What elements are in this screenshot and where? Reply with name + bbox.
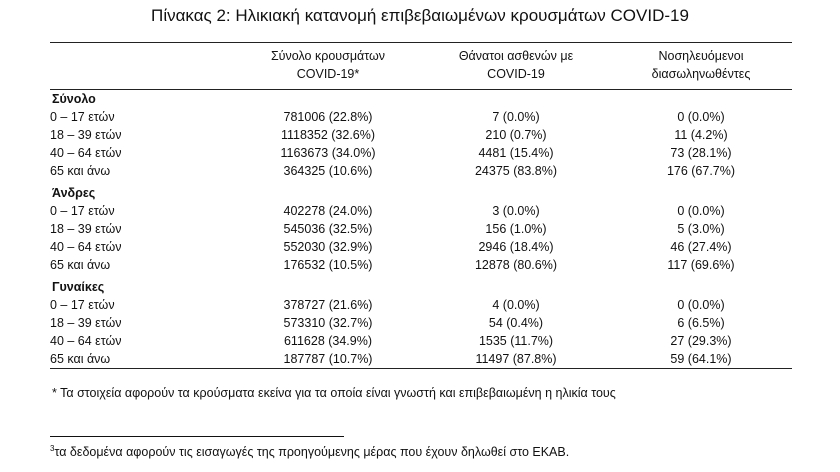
cases-cell: 187787 (10.7%) xyxy=(234,350,422,369)
header-deaths: Θάνατοι ασθενών με COVID-19 xyxy=(422,43,610,90)
table-title: Πίνακας 2: Ηλικιακή κατανομή επιβεβαιωμένων κρουσμάτων COVID-19 xyxy=(151,6,689,25)
age-cell: 65 και άνω xyxy=(50,164,111,178)
table-row xyxy=(50,314,792,332)
intubated-cell: 0 (0.0%) xyxy=(677,204,725,218)
table-row xyxy=(50,126,792,144)
deaths-cell: 4 (0.0%) xyxy=(492,298,540,312)
age-cell: 18 – 39 ετών xyxy=(50,128,122,142)
age-cell: 65 και άνω xyxy=(50,350,234,369)
group-row-men xyxy=(50,180,792,202)
age-cell: 0 – 17 ετών xyxy=(50,110,115,124)
group-row-women xyxy=(50,274,792,296)
deaths-cell: 7 (0.0%) xyxy=(492,110,540,124)
deaths-cell: 4481 (15.4%) xyxy=(478,146,554,160)
age-cell: 18 – 39 ετών xyxy=(50,222,122,236)
intubated-cell: 117 (69.6%) xyxy=(667,258,735,272)
deaths-cell: 2946 (18.4%) xyxy=(478,240,554,254)
group-label: Άνδρες xyxy=(52,186,96,200)
age-distribution-table xyxy=(50,42,792,369)
cases-cell: 781006 (22.8%) xyxy=(283,110,373,124)
deaths-cell: 12878 (80.6%) xyxy=(474,258,557,272)
cases-cell: 1163673 (34.0%) xyxy=(280,146,376,160)
cases-cell: 176532 (10.5%) xyxy=(283,258,373,272)
intubated-cell: 176 (67.7%) xyxy=(666,164,736,178)
deaths-cell: 156 (1.0%) xyxy=(485,222,547,236)
table-note: * Τα στοιχεία αφορούν τα κρούσματα εκείνα για τα οποία είναι γνωστή και επιβεβαιωμένη η ηλικία τους xyxy=(52,386,616,400)
age-cell: 65 και άνω xyxy=(50,258,111,272)
group-label: Γυναίκες xyxy=(52,280,105,294)
table-row xyxy=(50,296,792,314)
footnote-divider xyxy=(50,436,344,437)
cases-cell: 378727 (21.6%) xyxy=(283,298,373,312)
table-row xyxy=(50,162,792,180)
cases-cell: 364325 (10.6%) xyxy=(283,164,373,178)
table-row xyxy=(50,350,792,369)
intubated-cell: 5 (3.0%) xyxy=(677,222,725,236)
footnote-text: τα δεδομένα αφορούν τις εισαγωγές της προηγούμενης μέρας που έχουν δηλωθεί στο ΕΚΑΒ. xyxy=(54,445,570,459)
age-cell: 40 – 64 ετών xyxy=(50,334,122,348)
age-cell: 0 – 17 ετών xyxy=(50,204,115,218)
table-row xyxy=(50,256,792,274)
table-row xyxy=(50,238,792,256)
deaths-cell: 210 (0.7%) xyxy=(485,128,547,142)
cases-cell: 552030 (32.9%) xyxy=(283,240,373,254)
table-row xyxy=(50,202,792,220)
cases-cell: 402278 (24.0%) xyxy=(283,204,373,218)
deaths-cell: 54 (0.4%) xyxy=(488,316,544,330)
age-cell: 40 – 64 ετών xyxy=(50,240,122,254)
deaths-cell: 11497 (87.8%) xyxy=(422,350,610,369)
intubated-cell: 59 (64.1%) xyxy=(610,350,792,369)
group-row-total xyxy=(50,90,792,109)
cases-cell: 545036 (32.5%) xyxy=(283,222,373,236)
intubated-cell: 46 (27.4%) xyxy=(670,240,732,254)
footnote-marker: 3 xyxy=(50,444,55,453)
intubated-cell: 0 (0.0%) xyxy=(677,110,725,124)
age-cell: 18 – 39 ετών xyxy=(50,316,122,330)
age-cell: 0 – 17 ετών xyxy=(50,298,115,312)
table-row xyxy=(50,332,792,350)
intubated-cell: 11 (4.2%) xyxy=(674,128,728,142)
cases-cell: 1118352 (32.6%) xyxy=(280,128,376,142)
header-empty xyxy=(50,43,234,90)
intubated-cell: 27 (29.3%) xyxy=(670,334,732,348)
table-row xyxy=(50,220,792,238)
header-total-cases: Σύνολο κρουσμάτων COVID-19* xyxy=(234,43,422,90)
group-label: Σύνολο xyxy=(52,92,96,106)
intubated-cell: 6 (6.5%) xyxy=(677,316,725,330)
footnote xyxy=(50,444,569,459)
age-cell: 40 – 64 ετών xyxy=(50,146,122,160)
header-row xyxy=(50,43,792,90)
deaths-cell: 1535 (11.7%) xyxy=(478,334,554,348)
intubated-cell: 73 (28.1%) xyxy=(670,146,732,160)
intubated-cell: 0 (0.0%) xyxy=(677,298,725,312)
cases-cell: 611628 (34.9%) xyxy=(283,334,373,348)
header-intubated: Νοσηλευόμενοι διασωληνωθέντες xyxy=(610,43,792,90)
table-row xyxy=(50,144,792,162)
deaths-cell: 3 (0.0%) xyxy=(492,204,540,218)
cases-cell: 573310 (32.7%) xyxy=(283,316,373,330)
deaths-cell: 24375 (83.8%) xyxy=(474,164,557,178)
table-row xyxy=(50,108,792,126)
